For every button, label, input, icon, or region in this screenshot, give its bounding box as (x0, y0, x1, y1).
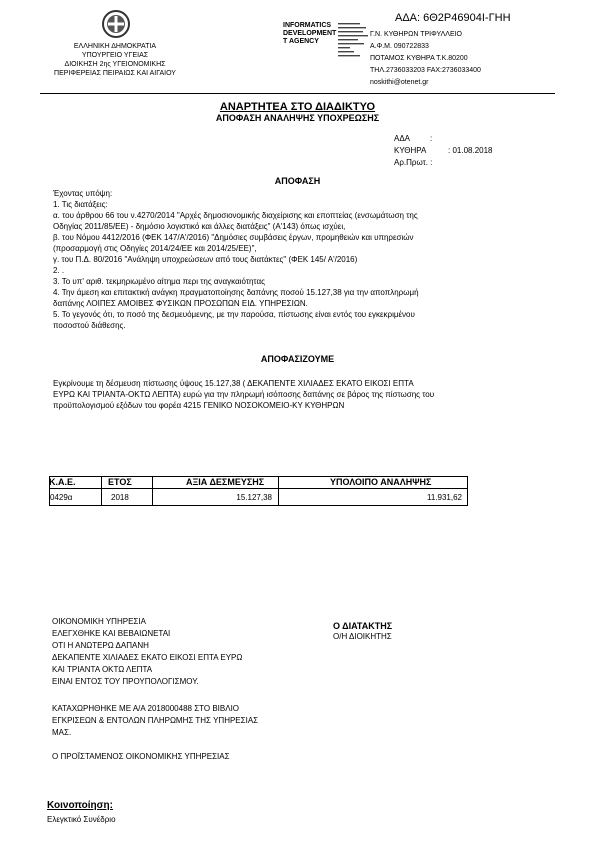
signer-title: Ο ΔΙΑΤΑΚΤΗΣ (333, 621, 393, 631)
consideration-line: Οδηγίας 2011/85/ΕΕ) - δημόσιο λογιστικό και άλλες διατάξεις" (Α'143) όπως ισχύει, (53, 222, 346, 231)
finance-line: ΟΤΙ Η ΑΝΩΤΕΡΩ ΔΑΠΑΝΗ (52, 641, 149, 650)
consideration-line: γ. του Π.Δ. 80/2016 "Ανάληψη υποχρεώσεων από τους διατάκτες" (ΦΕΚ 145/ Α'/2016) (53, 255, 358, 264)
contact-line: Α.Φ.Μ. 090722833 (370, 43, 429, 50)
table-header-balance: ΥΠΟΛΟΙΠΟ ΑΝΑΛΗΨΗΣ (330, 477, 432, 487)
table-col-divider (101, 476, 102, 506)
ada-value: : (430, 134, 433, 143)
contact-line: ΤΗΛ.2736033203 FAX:2736033400 (370, 67, 481, 74)
decide-heading: ΑΠΟΦΑΣΙΖΟΥΜΕ (260, 354, 335, 364)
finance-line: ΕΛΕΓΧΘΗΚΕ ΚΑΙ ΒΕΒΑΙΩΝΕΤΑΙ (52, 629, 171, 638)
contact-line: ΠΟΤΑΜΟΣ ΚΥΘΗΡΑ Τ.Κ.80200 (370, 55, 468, 62)
hospital-contact (370, 29, 481, 89)
consideration-line: Έχοντας υπόψη: (53, 189, 113, 198)
decision-heading: ΑΠΟΦΑΣΗ (274, 176, 321, 186)
finance-line: ΟΙΚΟΝΟΜΙΚΗ ΥΠΗΡΕΣΙΑ (52, 617, 146, 626)
finance-line: ΕΙΝΑΙ ΕΝΤΟΣ ΤΟΥ ΠΡΟΥΠΟΛΟΓΙΣΜΟΥ. (52, 677, 199, 686)
place-label: ΚΥΘΗΡΑ (394, 146, 427, 155)
consideration-line: 4. Την άμεση και επιτακτική ανάγκη πραγματοποίησης δαπάνης ποσού 15.127,38 για την αποπληρωμή (53, 288, 419, 297)
consideration-line: δαπάνης ΛΟΙΠΕΣ ΑΜΟΙΒΕΣ ΦΥΣΙΚΩΝ ΠΡΟΣΩΠΩΝ ΕΙΔ. ΥΠΗΡΕΣΙΩΝ. (53, 299, 308, 308)
table-header-kae: Κ.Α.Ε. (49, 477, 76, 487)
contact-line: Γ.Ν. ΚΥΘΗΡΩΝ ΤΡΙΦΥΛΛΕΙΟ (370, 31, 463, 38)
notify-label: Κοινοποίηση: (47, 800, 113, 811)
consideration-line: (προσαρμογή στις Οδηγίες 2014/24/ΕΕ και 2014/25/ΕΕ)", (53, 244, 257, 253)
informatics-stamp (283, 22, 336, 46)
issuing-authority (40, 42, 190, 78)
document-meta (394, 134, 554, 170)
greek-emblem-icon (101, 9, 131, 39)
considerations (53, 188, 553, 331)
head-finance: Ο ΠΡΟΪΣΤΑΜΕΝΟΣ ΟΙΚΟΝΟΜΙΚΗΣ ΥΠΗΡΕΣΙΑΣ (52, 752, 230, 761)
org-line: ΔΙΟΙΚΗΣΗ 2ης ΥΓΕΙΟΝΟΜΙΚΗΣ (64, 61, 166, 68)
page-subtitle: ΑΠΟΦΑΣΗ ΑΝΑΛΗΨΗΣ ΥΠΟΧΡΕΩΣΗΣ (215, 113, 380, 123)
decide-line: Εγκρίνουμε τη δέσμευση πίστωσης ύψους 15.127,38 ( ΔΕΚΑΠΕΝΤΕ ΧΙΛΙΑΔΕΣ ΕΚΑΤΟ ΕΙΚΟΣΙ ΕΠΤΑ (53, 379, 414, 388)
stamp-line: INFORMATICS (283, 22, 332, 29)
consideration-line: ποσοστού διάθεσης. (53, 321, 126, 330)
header-ada: ΑΔΑ: 6Θ2Ρ46904Ι-ΓΗΗ (395, 12, 511, 24)
stamp-fine-print (338, 22, 373, 62)
consideration-line: 5. Το γεγονός ότι, το ποσό της δεσμευόμενης, με την παρούσα, πίστωσης είναι εντός του εγκεκριμένου (53, 310, 415, 319)
table-header-year: ΕΤΟΣ (108, 477, 132, 487)
consideration-line: β. του Νόμου 4412/2016 (ΦΕΚ 147/Α'/2016) "Δημόσιες συμβάσεις έργων, προμηθειών και υπηρεσιών (53, 233, 414, 242)
decide-line: ΕΥΡΩ ΚΑΙ ΤΡΙΑΝΤΑ-ΟΚΤΩ ΛΕΠΤΑ) ευρώ για την πληρωμή ισόποσης δαπάνης σε βάρος της πίστωσης του (53, 390, 435, 399)
page-title: ΑΝΑΡΤΗΤΕΑ ΣΤΟ ΔΙΑΔΙΚΤΥΟ (219, 101, 376, 113)
finance-confirmation (52, 616, 242, 688)
decide-line: προϋπολογισμού εξόδων του φορέα 4215 ΓΕΝΙΚΟ ΝΟΣΟΚΟΜΕΙΟ-ΚΥ ΚΥΘΗΡΩΝ (53, 401, 345, 410)
consideration-line: 1. Τις διατάξεις: (53, 200, 108, 209)
table-header-amount: ΑΞΙΑ ΔΕΣΜΕΥΣΗΣ (186, 477, 265, 487)
signer-role: Ο/Η ΔΙΟΙΚΗΤΗΣ (333, 632, 392, 641)
table-right-border (467, 476, 468, 506)
register-line: ΚΑΤΑΧΩΡΗΘΗΚΕ ΜΕ Α/Α 2018000488 ΣΤΟ ΒΙΒΛΙΟ (52, 704, 240, 713)
table-cell-year: 2018 (111, 493, 129, 502)
consideration-line: α. του άρθρου 66 του ν.4270/2014 "Αρχές δημοσιονομικής διαχείρισης και εποπτείας (ενσωμάτωση της (53, 211, 418, 220)
table-bottom-border (49, 505, 467, 506)
register-line: ΜΑΣ. (52, 728, 72, 737)
header-divider (40, 93, 555, 94)
org-line: ΕΛΛΗΝΙΚΗ ΔΗΜΟΚΡΑΤΙΑ (73, 43, 157, 50)
register-line: ΕΓΚΡΙΣΕΩΝ & ΕΝΤΟΛΩΝ ΠΛΗΡΩΜΗΣ ΤΗΣ ΥΠΗΡΕΣΙΑΣ (52, 716, 259, 725)
finance-line: ΚΑΙ ΤΡΙΑΝΤΑ ΟΚΤΩ ΛΕΠΤΑ (52, 665, 153, 674)
finance-line: ΔΕΚΑΠΕΝΤΕ ΧΙΛΙΑΔΕΣ ΕΚΑΤΟ ΕΙΚΟΣΙ ΕΠΤΑ ΕΥΡΩ (52, 653, 243, 662)
consideration-line: 2. . (53, 266, 65, 275)
org-line: ΠΕΡΙΦΕΡΕΙΑΣ ΠΕΙΡΑΙΩΣ ΚΑΙ ΑΙΓΑΙΟΥ (54, 70, 176, 77)
stamp-line: T AGENCY (283, 38, 319, 45)
org-line: ΥΠΟΥΡΓΕΙΟ ΥΓΕΙΑΣ (81, 52, 149, 59)
contact-line: noskithi@otenet.gr (370, 79, 429, 86)
protocol-label: Αρ.Πρωτ. : (394, 158, 433, 167)
ada-label: ΑΔΑ (394, 134, 411, 143)
register-note (52, 703, 258, 739)
table-cell-kae: 0429α (50, 493, 73, 502)
issue-date: : 01.08.2018 (448, 146, 493, 155)
signer-block (333, 620, 392, 642)
table-header-border (49, 488, 467, 489)
stamp-line: DEVELOPMENT (283, 30, 337, 37)
table-cell-amount: 15.127,38 (236, 493, 272, 502)
table-cell-balance: 11.931,62 (427, 493, 462, 502)
decide-text (53, 378, 553, 411)
consideration-line: 3. Το υπ' αριθ. τεκμηριωμένο αίτημα περι της αναγκαιότητας (53, 277, 265, 286)
notify-recipient: Ελεγκτικό Συνέδριο (47, 815, 116, 824)
